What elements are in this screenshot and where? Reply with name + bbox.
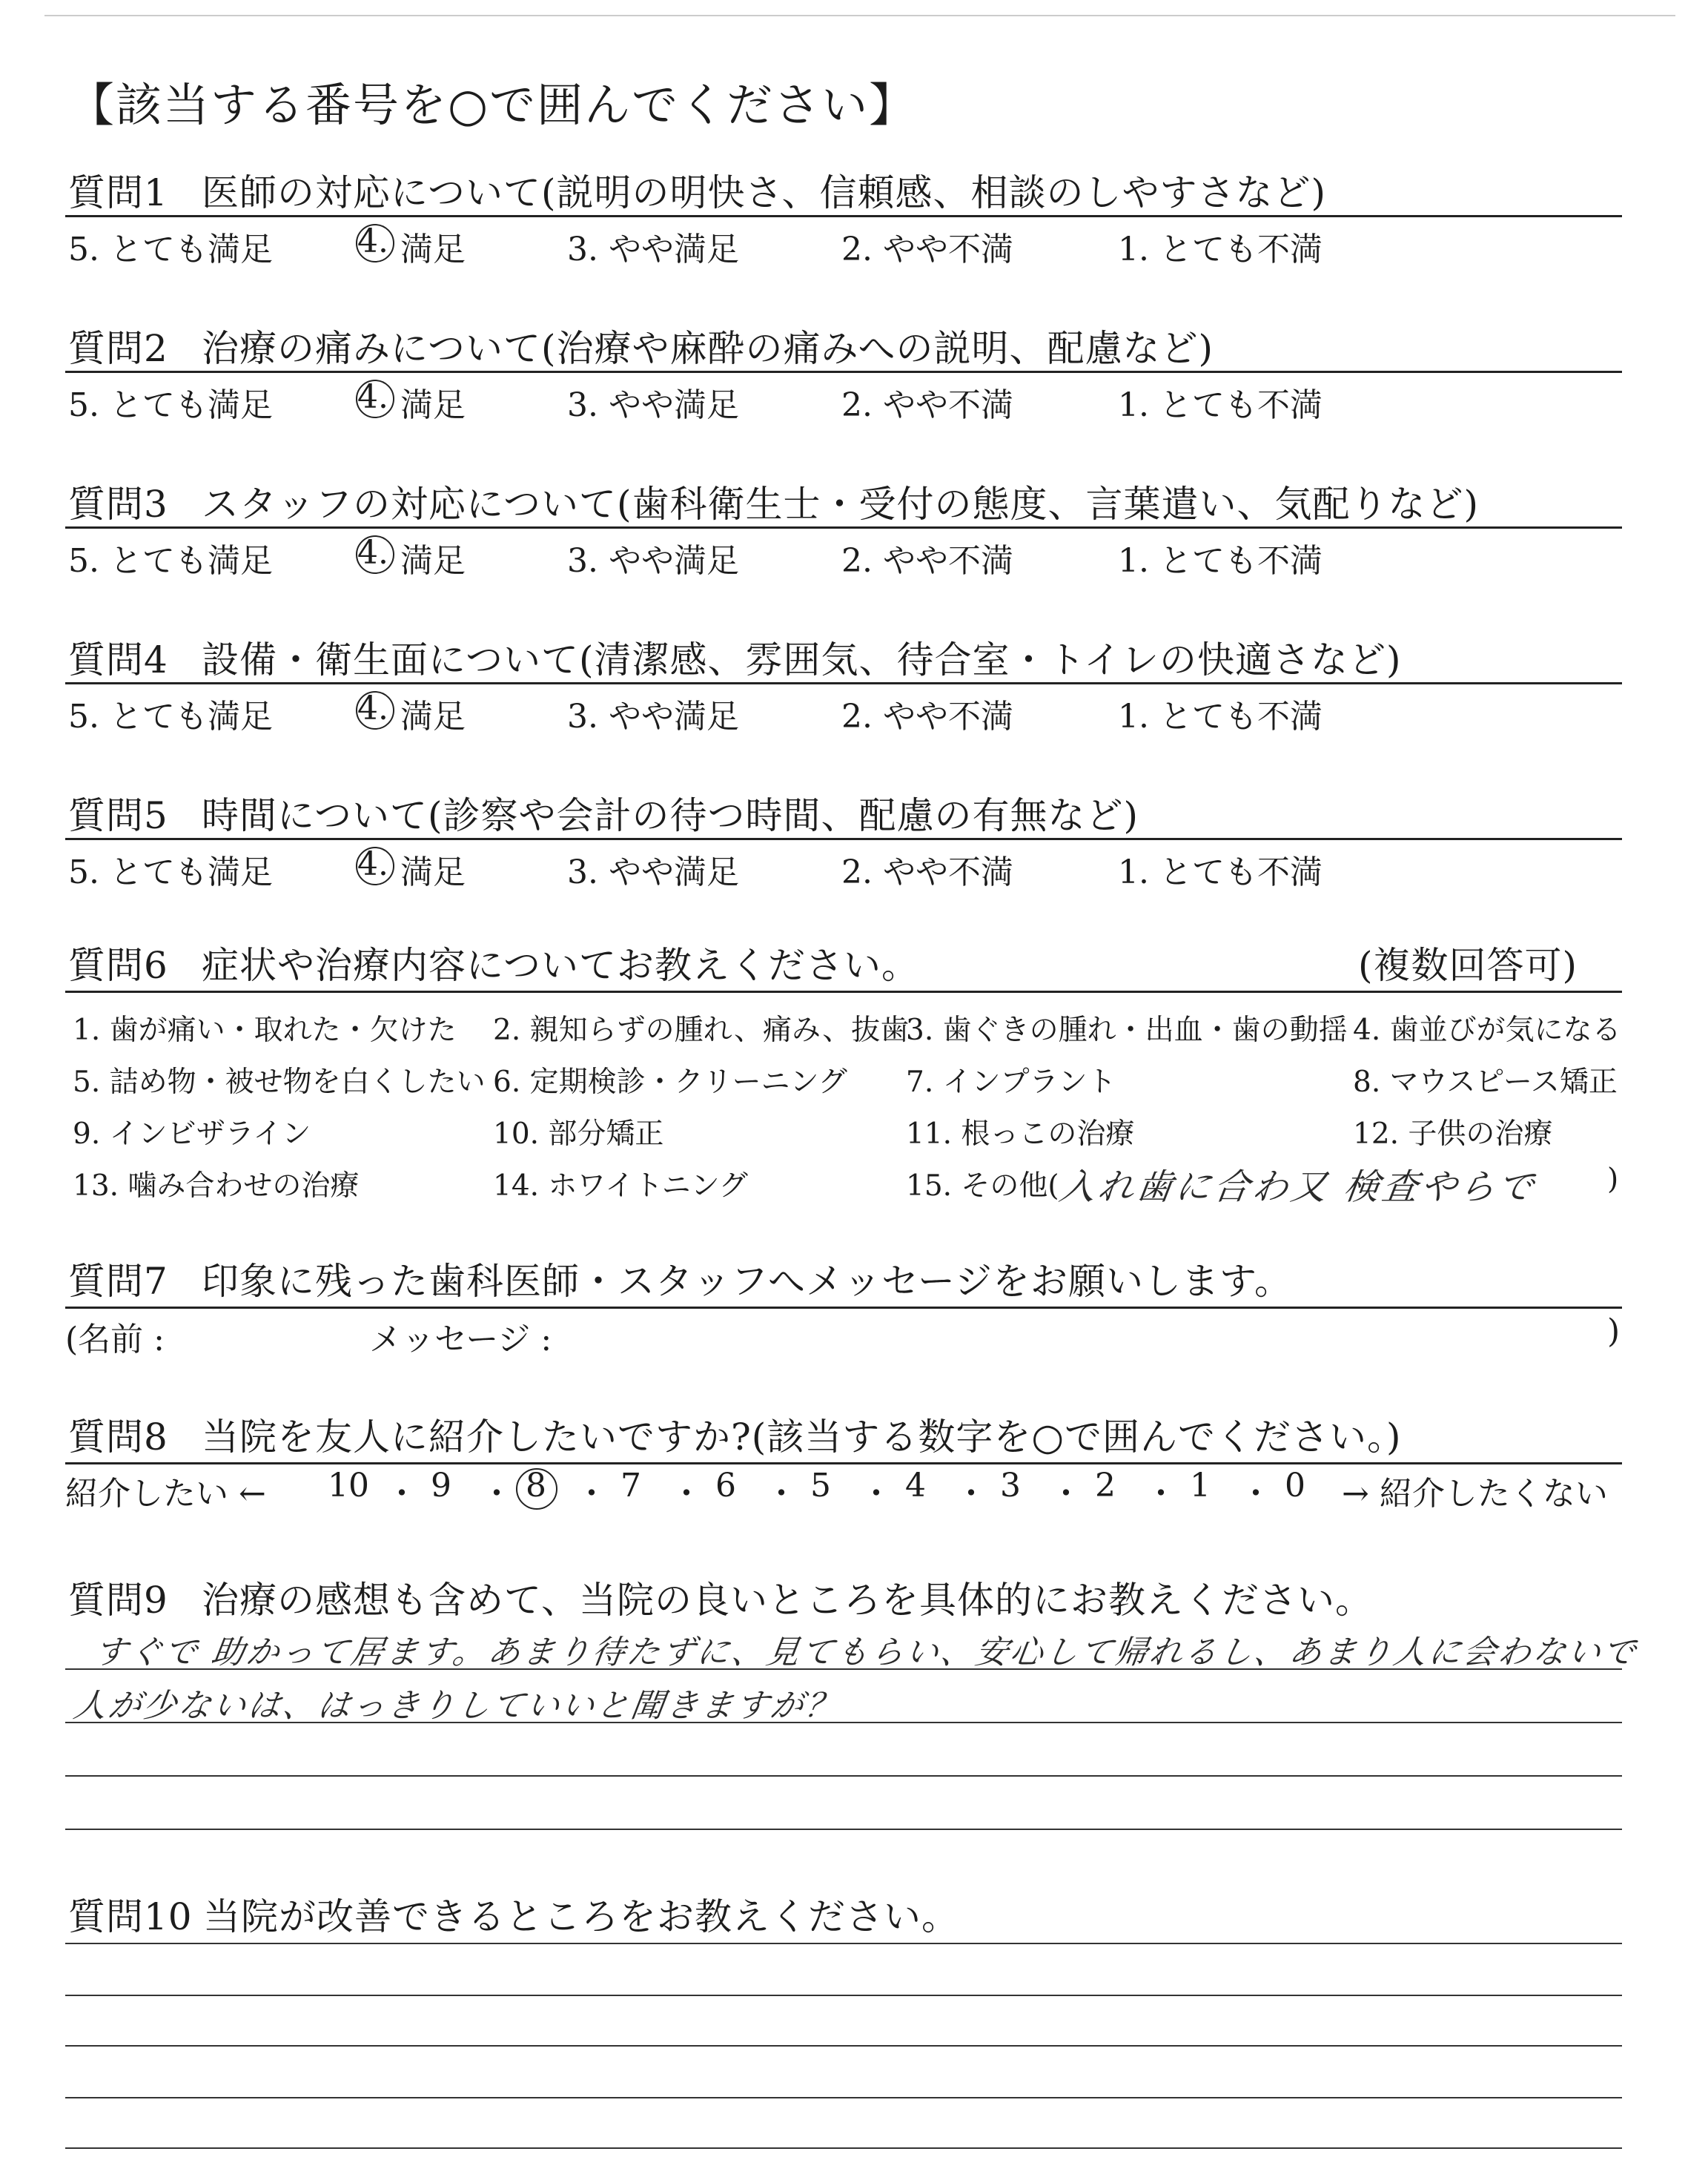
q8-label: 質問8 bbox=[68, 1416, 168, 1459]
q2-rule bbox=[65, 371, 1622, 373]
q3-rating-option-4-text: 満足 bbox=[400, 542, 466, 580]
scale-value-2: 2 bbox=[1095, 1467, 1116, 1505]
scale-dot: ・ bbox=[385, 1475, 418, 1513]
q3-rating-option-3: 3. やや満足 bbox=[567, 542, 739, 580]
q4-selection-circle bbox=[356, 691, 394, 730]
scale-dot: ・ bbox=[480, 1475, 513, 1513]
q9-handwritten-line-2: 人が少ないは、はっきりしていいと聞きますが？ bbox=[70, 1687, 843, 1725]
q2-rating-option-4-text: 満足 bbox=[400, 386, 466, 424]
q3-label: 質問3 bbox=[68, 483, 168, 526]
q5-rating-option-2: 2. やや不満 bbox=[841, 853, 1013, 891]
scale-dot: ・ bbox=[955, 1475, 987, 1513]
q4-rating-option-2: 2. やや不満 bbox=[841, 698, 1013, 736]
q2-selection-circle bbox=[356, 380, 394, 418]
scale-dot: ・ bbox=[860, 1475, 893, 1513]
q9-line-3 bbox=[65, 1775, 1622, 1777]
q8-right-label: → 紹介したくない bbox=[1342, 1475, 1608, 1513]
q6-item-11: 11. 根っこの治療 bbox=[906, 1117, 1135, 1151]
q1-text: 医師の対応について(説明の明快さ、信頼感、相談のしやすさなど) bbox=[202, 171, 1327, 214]
q2-rating-option-2: 2. やや不満 bbox=[841, 386, 1013, 424]
q6-item-2: 2. 親知らずの腫れ、痛み、抜歯 bbox=[493, 1014, 910, 1047]
q6-item-1: 1. 歯が痛い・取れた・欠けた bbox=[73, 1014, 457, 1047]
q6-item-4: 4. 歯並びが気になる bbox=[1353, 1014, 1621, 1047]
q7-close-paren: ) bbox=[1607, 1312, 1621, 1350]
q10-line-4 bbox=[65, 2097, 1622, 2098]
q1-rating-option-4-text: 満足 bbox=[400, 231, 466, 268]
scale-dot: ・ bbox=[1145, 1475, 1177, 1513]
q6-item-10: 10. 部分矯正 bbox=[493, 1117, 664, 1151]
q8-text: 当院を友人に紹介したいですか?(該当する数字を○で囲んでください。) bbox=[202, 1416, 1402, 1459]
q3-rating-option-4-number: 4. bbox=[357, 534, 388, 572]
scale-dot: ・ bbox=[1050, 1475, 1082, 1513]
q8-left-label: 紹介したい ← bbox=[65, 1475, 266, 1513]
q4-rating-option-5: 5. とても満足 bbox=[68, 698, 273, 736]
q9-handwritten-line-1: すぐで 助かって居ます。あまり待たずに、見てもらい、安心して帰れるし、あまり人に会わないで bbox=[91, 1634, 1641, 1671]
q6-item-5: 5. 詰め物・被せ物を白くしたい bbox=[73, 1066, 486, 1099]
q6-item-8: 8. マウスピース矯正 bbox=[1353, 1066, 1618, 1099]
scale-value-4: 4 bbox=[905, 1467, 926, 1505]
q4-text: 設備・衛生面について(清潔感、雰囲気、待合室・トイレの快適さなど) bbox=[202, 638, 1402, 681]
q4-label: 質問4 bbox=[68, 638, 168, 681]
q6-item-7: 7. インプラント bbox=[906, 1066, 1116, 1099]
scale-value-9: 9 bbox=[431, 1467, 451, 1505]
q2-text: 治療の痛みについて(治療や麻酔の痛みへの説明、配慮など) bbox=[202, 327, 1214, 370]
q1-rating-option-1: 1. とても不満 bbox=[1118, 231, 1323, 268]
q6-other-handwritten: 入れ歯に合わ又 検査やらで bbox=[1056, 1166, 1540, 1208]
q10-line-2 bbox=[65, 1995, 1622, 1996]
q9-line-4 bbox=[65, 1829, 1622, 1830]
q5-rating-option-4-number: 4. bbox=[357, 845, 388, 883]
q3-rule bbox=[65, 526, 1622, 529]
q7-label: 質問7 bbox=[68, 1260, 168, 1303]
q6-item-6: 6. 定期検診・クリーニング bbox=[493, 1066, 847, 1099]
q4-rule bbox=[65, 682, 1622, 684]
q2-label: 質問2 bbox=[68, 327, 168, 370]
q6-item-9: 9. インビザライン bbox=[73, 1117, 311, 1151]
q10-line-3 bbox=[65, 2045, 1622, 2047]
q5-rating-option-3: 3. やや満足 bbox=[567, 853, 739, 891]
q2-rating-option-4-number: 4. bbox=[357, 378, 388, 416]
q1-rating-option-2: 2. やや不満 bbox=[841, 231, 1013, 268]
q7-rule bbox=[65, 1307, 1622, 1309]
q5-rating-option-4-text: 満足 bbox=[400, 853, 466, 891]
scale-value-6: 6 bbox=[715, 1467, 736, 1505]
q5-rating-option-1: 1. とても不満 bbox=[1118, 853, 1323, 891]
q4-rating-option-1: 1. とても不満 bbox=[1118, 698, 1323, 736]
q6-item-16: ) bbox=[1607, 1163, 1619, 1196]
q6-item-14: 14. ホワイトニング bbox=[493, 1169, 748, 1203]
q9-label: 質問9 bbox=[68, 1579, 168, 1622]
q10-label: 質問10 bbox=[68, 1895, 193, 1938]
q1-rating-option-3: 3. やや満足 bbox=[567, 231, 739, 268]
q6-label: 質問6 bbox=[68, 944, 168, 987]
q10-line-5 bbox=[65, 2147, 1622, 2149]
q5-text: 時間について(診察や会計の待つ時間、配慮の有無など) bbox=[202, 794, 1139, 837]
q1-rule bbox=[65, 215, 1622, 217]
q9-text: 治療の感想も含めて、当院の良いところを具体的にお教えください。 bbox=[202, 1579, 1373, 1622]
q6-rule bbox=[65, 991, 1622, 993]
q7-text: 印象に残った歯科医師・スタッフへメッセージをお願いします。 bbox=[202, 1260, 1292, 1303]
q3-selection-circle bbox=[356, 535, 394, 574]
q4-rating-option-4-number: 4. bbox=[357, 690, 388, 727]
q2-rating-option-1: 1. とても不満 bbox=[1118, 386, 1323, 424]
page-top-edge bbox=[44, 15, 1675, 16]
q5-label: 質問5 bbox=[68, 794, 168, 837]
q6-item-12: 12. 子供の治療 bbox=[1353, 1117, 1553, 1151]
q2-rating-option-3: 3. やや満足 bbox=[567, 386, 739, 424]
q1-rating-option-4-number: 4. bbox=[357, 222, 388, 260]
scale-value-3: 3 bbox=[1000, 1467, 1021, 1505]
q5-selection-circle bbox=[356, 847, 394, 885]
q7-message-label: メッセージ : bbox=[369, 1321, 552, 1358]
q5-rule bbox=[65, 838, 1622, 840]
q3-rating-option-5: 5. とても満足 bbox=[68, 542, 273, 580]
q3-text: スタッフの対応について(歯科衛生士・受付の態度、言葉遣い、気配りなど) bbox=[202, 483, 1480, 526]
scale-value-7: 7 bbox=[620, 1467, 641, 1505]
q8-selection-circle bbox=[516, 1468, 557, 1510]
q1-label: 質問1 bbox=[68, 171, 168, 214]
scale-dot: ・ bbox=[670, 1475, 703, 1513]
q1-rating-option-5: 5. とても満足 bbox=[68, 231, 273, 268]
q4-rating-option-4-text: 満足 bbox=[400, 698, 466, 736]
q4-rating-option-3: 3. やや満足 bbox=[567, 698, 739, 736]
q6-item-3: 3. 歯ぐきの腫れ・出血・歯の動揺 bbox=[906, 1014, 1348, 1047]
q8-rule bbox=[65, 1462, 1622, 1464]
q6-note: (複数回答可) bbox=[1358, 944, 1578, 987]
q3-rating-option-1: 1. とても不満 bbox=[1118, 542, 1323, 580]
scale-value-0: 0 bbox=[1285, 1467, 1305, 1505]
q6-item-13: 13. 噛み合わせの治療 bbox=[73, 1169, 360, 1203]
scale-value-1: 1 bbox=[1190, 1467, 1211, 1505]
q6-item-15: 15. その他( bbox=[906, 1169, 1059, 1203]
scale-dot: ・ bbox=[765, 1475, 798, 1513]
q6-text: 症状や治療内容についてお教えください。 bbox=[202, 944, 919, 987]
scale-value-8: 8 bbox=[526, 1467, 546, 1505]
instruction-header: 【該当する番号を○で囲んでください】 bbox=[68, 78, 917, 132]
q3-rating-option-2: 2. やや不満 bbox=[841, 542, 1013, 580]
q10-text: 当院が改善できるところをお教えください。 bbox=[203, 1895, 959, 1938]
q2-rating-option-5: 5. とても満足 bbox=[68, 386, 273, 424]
scale-value-5: 5 bbox=[810, 1467, 831, 1505]
q1-selection-circle bbox=[356, 224, 394, 262]
q5-rating-option-5: 5. とても満足 bbox=[68, 853, 273, 891]
q7-name-label: (名前 : bbox=[65, 1321, 165, 1358]
q10-line-1 bbox=[65, 1943, 1622, 1944]
scale-dot: ・ bbox=[1239, 1475, 1272, 1513]
scale-value-10: 10 bbox=[328, 1467, 369, 1505]
scale-dot: ・ bbox=[575, 1475, 608, 1513]
